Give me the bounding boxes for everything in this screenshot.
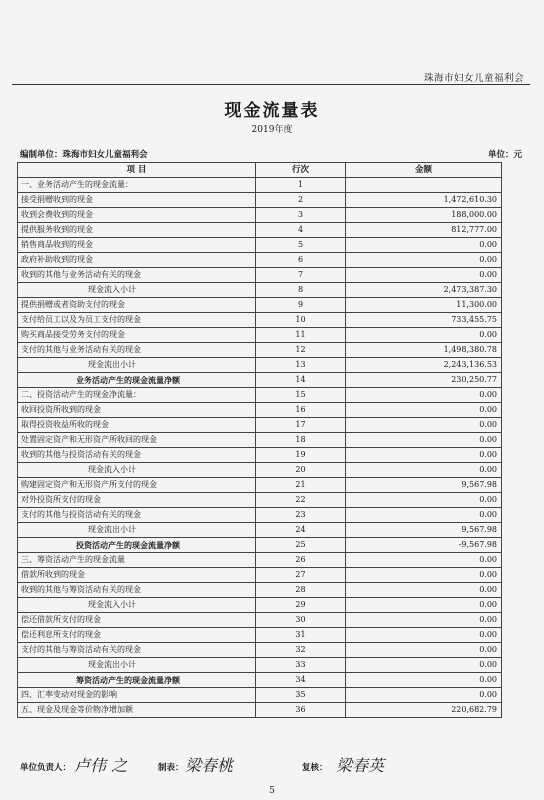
row-item-label: 二、投资活动产生的现金净流量： <box>18 388 256 403</box>
row-amount: 812,777.00 <box>346 223 502 238</box>
row-line-number: 18 <box>256 433 346 448</box>
row-line-number: 27 <box>256 568 346 583</box>
table-row <box>18 688 502 703</box>
header-rule <box>12 84 530 85</box>
row-item-label: 三、筹资活动产生的现金流量 <box>18 553 256 568</box>
row-line-number: 20 <box>256 463 346 478</box>
preparer-signature: 梁春桃 <box>185 756 234 775</box>
row-line-number: 3 <box>256 208 346 223</box>
row-amount: 0.00 <box>346 418 502 433</box>
table-row <box>18 343 502 358</box>
table-row <box>18 478 502 493</box>
table-row <box>18 208 502 223</box>
row-amount: 0.00 <box>346 568 502 583</box>
table-row <box>18 673 502 688</box>
table-row <box>18 598 502 613</box>
row-line-number: 25 <box>256 538 346 553</box>
row-amount: 0.00 <box>346 628 502 643</box>
table-row <box>18 403 502 418</box>
row-line-number: 14 <box>256 373 346 388</box>
header-org-name: 珠海市妇女儿童福利会 <box>423 73 524 84</box>
row-amount: 2,473,387.30 <box>346 283 502 298</box>
row-line-number: 13 <box>256 358 346 373</box>
row-item-label: 收到的其他与业务活动有关的现金 <box>18 268 256 283</box>
table-row <box>18 238 502 253</box>
row-line-number: 21 <box>256 478 346 493</box>
row-item-label: 收回投资所收到的现金 <box>18 403 256 418</box>
table-row <box>18 538 502 553</box>
row-amount: 2,243,136.53 <box>346 358 502 373</box>
report-year: 2019年度 <box>251 125 293 135</box>
row-item-label: 偿还利息所支付的现金 <box>18 628 256 643</box>
row-line-number: 1 <box>256 178 346 193</box>
row-line-number: 2 <box>256 193 346 208</box>
row-item-label: 提供服务收到的现金 <box>18 223 256 238</box>
row-item-label: 收到的其他与筹资活动有关的现金 <box>18 583 256 598</box>
row-amount: 0.00 <box>346 388 502 403</box>
row-line-number: 16 <box>256 403 346 418</box>
table-row <box>18 613 502 628</box>
row-line-number: 4 <box>256 223 346 238</box>
row-item-label: 筹资活动产生的现金流量净额 <box>18 673 256 688</box>
row-line-number: 22 <box>256 493 346 508</box>
row-line-number: 23 <box>256 508 346 523</box>
row-item-label: 收到的其他与投资活动有关的现金 <box>18 448 256 463</box>
row-line-number: 30 <box>256 613 346 628</box>
row-line-number: 17 <box>256 418 346 433</box>
row-amount: 0.00 <box>346 673 502 688</box>
row-amount: 0.00 <box>346 238 502 253</box>
row-item-label: 接受捐赠收到的现金 <box>18 193 256 208</box>
row-item-label: 支付的其他与投资活动有关的现金 <box>18 508 256 523</box>
row-item-label: 四、汇率变动对现金的影响 <box>18 688 256 703</box>
table-row <box>18 223 502 238</box>
row-amount: 188,000.00 <box>346 208 502 223</box>
row-amount <box>346 178 502 193</box>
table-row <box>18 388 502 403</box>
currency-unit: 单位：元 <box>487 150 522 160</box>
table-row <box>18 328 502 343</box>
row-line-number: 10 <box>256 313 346 328</box>
row-item-label: 处置固定资产和无形资产所收回的现金 <box>18 433 256 448</box>
row-line-number: 26 <box>256 553 346 568</box>
row-amount: 11,300.00 <box>346 298 502 313</box>
row-amount: 1,472,610.30 <box>346 193 502 208</box>
table-row <box>18 283 502 298</box>
head-label: 单位负责人： <box>20 763 72 773</box>
row-line-number: 36 <box>256 703 346 718</box>
row-amount: 0.00 <box>346 268 502 283</box>
row-amount: 0.00 <box>346 328 502 343</box>
table-row <box>18 643 502 658</box>
row-item-label: 政府补助收到的现金 <box>18 253 256 268</box>
reviewer-label: 复核： <box>302 763 328 773</box>
table-row <box>18 658 502 673</box>
row-amount: 230,250.77 <box>346 373 502 388</box>
row-line-number: 8 <box>256 283 346 298</box>
row-amount: 0.00 <box>346 553 502 568</box>
row-item-label: 对外投资所支付的现金 <box>18 493 256 508</box>
signature-row <box>20 755 520 779</box>
row-amount: 733,455.75 <box>346 313 502 328</box>
row-amount: 0.00 <box>346 493 502 508</box>
row-item-label: 支付的其他与业务活动有关的现金 <box>18 343 256 358</box>
row-item-label: 收到会费收到的现金 <box>18 208 256 223</box>
row-amount: 0.00 <box>346 463 502 478</box>
row-item-label: 取得投资收益所收的现金 <box>18 418 256 433</box>
row-line-number: 19 <box>256 448 346 463</box>
table-row <box>18 553 502 568</box>
compiler-unit: 编制单位：珠海市妇女儿童福利会 <box>20 150 148 160</box>
row-line-number: 35 <box>256 688 346 703</box>
row-line-number: 7 <box>256 268 346 283</box>
table-body <box>18 178 502 718</box>
table-row <box>18 313 502 328</box>
table-row <box>18 508 502 523</box>
row-item-label: 购建固定资产和无形资产所支付的现金 <box>18 478 256 493</box>
page-number: 5 <box>269 786 275 796</box>
row-amount: 0.00 <box>346 643 502 658</box>
column-header-amount: 金额 <box>346 163 502 178</box>
table-row <box>18 703 502 718</box>
table-row <box>18 523 502 538</box>
row-amount: -9,567.98 <box>346 538 502 553</box>
row-amount: 9,567.98 <box>346 478 502 493</box>
row-item-label: 一、业务活动产生的现金流量： <box>18 178 256 193</box>
row-line-number: 32 <box>256 643 346 658</box>
row-line-number: 15 <box>256 388 346 403</box>
row-item-label: 支付给员工以及为员工支付的现金 <box>18 313 256 328</box>
report-title: 现金流量表 <box>224 101 320 121</box>
row-amount: 220,682.79 <box>346 703 502 718</box>
row-line-number: 31 <box>256 628 346 643</box>
reviewer-signature: 梁春英 <box>336 756 385 775</box>
table-row <box>18 583 502 598</box>
row-item-label: 现金流入小计 <box>18 463 256 478</box>
row-item-label: 支付的其他与筹资活动有关的现金 <box>18 643 256 658</box>
row-amount: 0.00 <box>346 688 502 703</box>
row-amount: 0.00 <box>346 658 502 673</box>
row-item-label: 偿还借款所支付的现金 <box>18 613 256 628</box>
table-row <box>18 358 502 373</box>
row-item-label: 现金流出小计 <box>18 523 256 538</box>
row-item-label: 借款所收到的现金 <box>18 568 256 583</box>
row-line-number: 6 <box>256 253 346 268</box>
table-row <box>18 298 502 313</box>
row-amount: 1,498,380.78 <box>346 343 502 358</box>
row-amount: 0.00 <box>346 403 502 418</box>
row-item-label: 现金流出小计 <box>18 658 256 673</box>
row-amount: 0.00 <box>346 253 502 268</box>
column-header-item: 项 目 <box>18 163 256 178</box>
table-row <box>18 253 502 268</box>
row-line-number: 9 <box>256 298 346 313</box>
row-line-number: 12 <box>256 343 346 358</box>
row-line-number: 29 <box>256 598 346 613</box>
row-item-label: 销售商品收到的现金 <box>18 238 256 253</box>
row-amount: 0.00 <box>346 613 502 628</box>
row-item-label: 提供捐赠或者资助支付的现金 <box>18 298 256 313</box>
table-row <box>18 268 502 283</box>
row-line-number: 33 <box>256 658 346 673</box>
row-line-number: 11 <box>256 328 346 343</box>
row-item-label: 投资活动产生的现金流量净额 <box>18 538 256 553</box>
row-line-number: 24 <box>256 523 346 538</box>
table-row <box>18 373 502 388</box>
table-row <box>18 418 502 433</box>
row-item-label: 现金流入小计 <box>18 283 256 298</box>
head-signature: 卢伟 之 <box>74 756 128 775</box>
table-row <box>18 568 502 583</box>
row-amount: 9,567.98 <box>346 523 502 538</box>
table-row <box>18 628 502 643</box>
row-amount: 0.00 <box>346 448 502 463</box>
cash-flow-table <box>17 162 502 718</box>
table-row <box>18 493 502 508</box>
row-amount: 0.00 <box>346 598 502 613</box>
table-row <box>18 463 502 478</box>
row-amount: 0.00 <box>346 583 502 598</box>
column-header-line: 行次 <box>256 163 346 178</box>
table-header-row <box>18 163 502 178</box>
row-item-label: 业务活动产生的现金流量净额 <box>18 373 256 388</box>
row-amount: 0.00 <box>346 433 502 448</box>
table-row <box>18 193 502 208</box>
row-line-number: 5 <box>256 238 346 253</box>
table-row <box>18 178 502 193</box>
row-item-label: 现金流出小计 <box>18 358 256 373</box>
row-item-label: 现金流入小计 <box>18 598 256 613</box>
row-item-label: 购买商品接受劳务支付的现金 <box>18 328 256 343</box>
row-amount: 0.00 <box>346 508 502 523</box>
row-item-label: 五、现金及现金等价物净增加额 <box>18 703 256 718</box>
row-line-number: 34 <box>256 673 346 688</box>
preparer-label: 制表： <box>158 763 184 773</box>
table-row <box>18 433 502 448</box>
row-line-number: 28 <box>256 583 346 598</box>
table-row <box>18 448 502 463</box>
